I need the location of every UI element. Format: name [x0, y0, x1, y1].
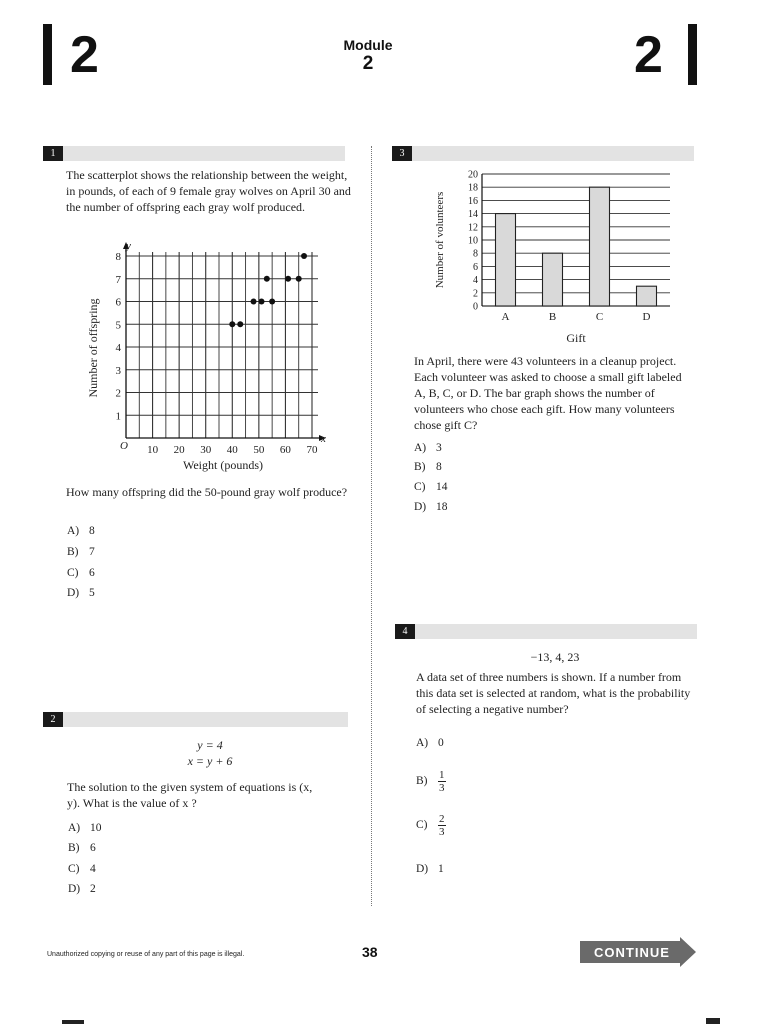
scatter-point — [301, 253, 307, 259]
question-3-choice-c[interactable] — [414, 480, 448, 494]
scatter-y-tick-label: 3 — [115, 364, 121, 377]
scan-edge-mark-left — [62, 1020, 84, 1024]
bar-chart — [430, 166, 680, 348]
question-1-choice-c[interactable] — [67, 566, 95, 580]
bar-y-tick-label: 0 — [473, 301, 478, 313]
choice-letter: D) — [414, 501, 427, 513]
choice-letter: A) — [67, 525, 80, 537]
bar-y-tick-label: 2 — [473, 288, 478, 300]
choice-letter: A) — [68, 822, 81, 834]
choice-letter: D) — [68, 883, 81, 895]
question-4-choice-a[interactable] — [416, 736, 444, 750]
choice-letter: D) — [67, 587, 80, 599]
scatter-tick-labels — [116, 251, 319, 456]
bar-x-tick-label: A — [501, 311, 510, 323]
bar-y-tick-label: 6 — [473, 261, 478, 273]
scatter-x-axis-label: Weight (pounds) — [182, 458, 264, 472]
scatter-y-tick-label: 6 — [115, 296, 121, 309]
question-2-choice-d[interactable] — [68, 882, 96, 896]
question-3-stem: In April, there were 43 volunteers in a cleanup project. Each volunteer was asked to choose a small gift labeled A, B, C, or D. The bar graph shows the number of volunteers who chose each gift. How many volunteers chose gift C? — [414, 354, 682, 432]
question-3-number: 3 — [392, 146, 412, 161]
choice-letter: A) — [414, 442, 427, 454]
bar-y-axis-label: Number of volunteers — [434, 191, 446, 289]
section-bar-left — [43, 24, 52, 85]
scatter-y-tick-label: 4 — [115, 342, 121, 354]
scatter-x-tick-label: 40 — [226, 444, 238, 456]
scatter-axes — [123, 242, 326, 441]
choice-text: 6 — [89, 567, 95, 579]
question-4-stem: A data set of three numbers is shown. If a number from this data set is selected at random, what is the probability of selecting a negative number? — [416, 670, 691, 716]
question-3-header — [392, 146, 694, 161]
fraction-denominator: 3 — [439, 782, 445, 794]
choice-letter: C) — [68, 863, 80, 875]
bar-y-tick-label: 14 — [468, 209, 478, 221]
choice-letter: C) — [67, 567, 79, 579]
choice-text: 8 — [436, 461, 442, 473]
scatter-point — [251, 299, 257, 305]
question-4-choice-d[interactable] — [416, 862, 444, 876]
question-1-stem: The scatterplot shows the relationship between the weight, in pounds, of each of 9 female gray wolves on April 30 and the number of offspring each gray wolf produced. — [66, 168, 351, 214]
scatter-x-tick-label: 20 — [173, 444, 185, 456]
bar-y-tick-label: 20 — [468, 169, 478, 181]
scan-edge-mark-right — [706, 1018, 720, 1024]
choice-text: 3 — [436, 442, 442, 454]
copyright-notice: Unauthorized copying or reuse of any part of this page is illegal. — [47, 951, 245, 958]
continue-label: CONTINUE — [594, 945, 670, 960]
question-2-equation-2: x = y + 6 — [187, 754, 233, 768]
choice-letter: B) — [414, 461, 426, 473]
question-1-choice-d[interactable] — [67, 586, 95, 600]
bar-y-tick-label: 4 — [473, 275, 478, 287]
choice-letter: C) — [416, 819, 428, 832]
scatter-x-tick-label: 30 — [200, 444, 212, 456]
scatter-point — [296, 276, 302, 282]
bar-y-tick-label: 10 — [468, 235, 478, 247]
bar-x-tick-label: B — [548, 311, 557, 323]
module-number: 2 — [362, 53, 374, 74]
choice-text: 1 — [438, 863, 444, 875]
scatter-points — [229, 253, 307, 327]
question-2-stem: The solution to the given system of equations is (x, y). What is the value of x ? — [67, 780, 313, 810]
fraction-numerator: 1 — [439, 769, 445, 781]
scatter-point — [269, 299, 275, 305]
bar-x-axis-label: Gift — [566, 331, 586, 345]
choice-text: 14 — [436, 481, 448, 493]
question-2-equation-1: y = 4 — [197, 738, 223, 752]
bar-y-tick-label: 18 — [468, 182, 478, 194]
bar-y-tick-label: 8 — [473, 248, 478, 260]
scatter-point — [259, 299, 265, 305]
section-number-right: 2 — [634, 26, 663, 84]
question-2-number: 2 — [43, 712, 63, 727]
question-1-number: 1 — [43, 146, 63, 161]
choice-text: 18 — [436, 501, 448, 513]
scatter-point — [285, 276, 291, 282]
scatter-y-axis-label: Number of offspring — [86, 298, 100, 398]
module-label: Module — [343, 37, 393, 53]
scatter-origin: O — [120, 440, 128, 452]
question-3-choice-d[interactable] — [414, 500, 448, 514]
choice-text: 8 — [89, 525, 95, 537]
choice-letter: B) — [416, 775, 428, 788]
page-number: 38 — [362, 944, 378, 960]
scatter-y-tick-label: 5 — [115, 319, 121, 332]
scatter-y-tick-label: 7 — [115, 273, 121, 286]
question-3-choice-a[interactable] — [414, 441, 442, 455]
scatter-point — [264, 276, 270, 282]
choice-letter: A) — [416, 737, 429, 749]
question-2-choice-c[interactable] — [68, 862, 96, 876]
question-1-question: How many offspring did the 50-pound gray wolf produce? — [66, 485, 348, 499]
bar-B — [543, 253, 563, 306]
scatter-point — [237, 321, 243, 327]
section-number-left: 2 — [70, 26, 99, 84]
bar-x-tick-label: D — [642, 311, 651, 323]
question-2-choice-a[interactable] — [68, 821, 102, 835]
choice-text: 10 — [90, 822, 102, 834]
choice-text: 4 — [90, 863, 96, 875]
fraction-one-third — [438, 769, 446, 794]
bar-y-tick-label: 16 — [468, 195, 478, 207]
scatter-x-tick-label: 60 — [279, 444, 291, 456]
scatter-y-tick-label: 8 — [115, 251, 121, 263]
bar-D — [637, 286, 657, 306]
scatterplot — [80, 236, 340, 476]
question-4-choice-c[interactable] — [416, 813, 446, 838]
scatter-point — [229, 321, 235, 327]
question-2-header — [43, 712, 348, 727]
choice-text: 6 — [90, 842, 96, 854]
scatter-x-letter: x — [321, 433, 326, 445]
question-2-choice-b[interactable] — [68, 841, 96, 855]
choice-text: 5 — [89, 587, 95, 599]
fraction-denominator: 3 — [439, 826, 445, 838]
scatter-y-tick-label: 2 — [115, 387, 121, 400]
bar-y-tick-label: 12 — [468, 222, 478, 234]
question-3-choice-b[interactable] — [414, 460, 442, 474]
fraction-two-thirds — [438, 813, 446, 838]
question-4-header — [395, 624, 697, 639]
scatter-y-letter: y — [126, 240, 131, 252]
module-title — [318, 36, 418, 74]
bar-x-tick-label: C — [595, 311, 604, 323]
bar-C — [590, 187, 610, 306]
scatter-y-tick-label: 1 — [115, 410, 121, 423]
choice-text: 7 — [89, 546, 95, 558]
choice-letter: B) — [67, 546, 79, 558]
choice-letter: D) — [416, 863, 429, 875]
scatter-x-tick-label: 70 — [306, 444, 318, 456]
question-1-choice-a[interactable] — [67, 524, 95, 538]
question-4-number: 4 — [395, 624, 415, 639]
column-divider — [371, 146, 372, 906]
section-bar-right — [688, 24, 697, 85]
question-4-choice-b[interactable] — [416, 769, 446, 794]
choice-text: 0 — [438, 737, 444, 749]
question-4-data-set: −13, 4, 23 — [530, 650, 580, 664]
question-1-choice-b[interactable] — [67, 545, 95, 559]
choice-letter: B) — [68, 842, 80, 854]
question-1-header — [43, 146, 345, 161]
continue-button[interactable] — [580, 937, 698, 967]
bar-A — [496, 214, 516, 306]
scatter-x-tick-label: 10 — [147, 444, 159, 456]
scatter-x-tick-label: 50 — [253, 444, 265, 456]
bar-bars — [496, 187, 657, 306]
choice-letter: C) — [414, 481, 426, 493]
choice-text: 2 — [90, 883, 96, 895]
fraction-numerator: 2 — [439, 813, 445, 825]
